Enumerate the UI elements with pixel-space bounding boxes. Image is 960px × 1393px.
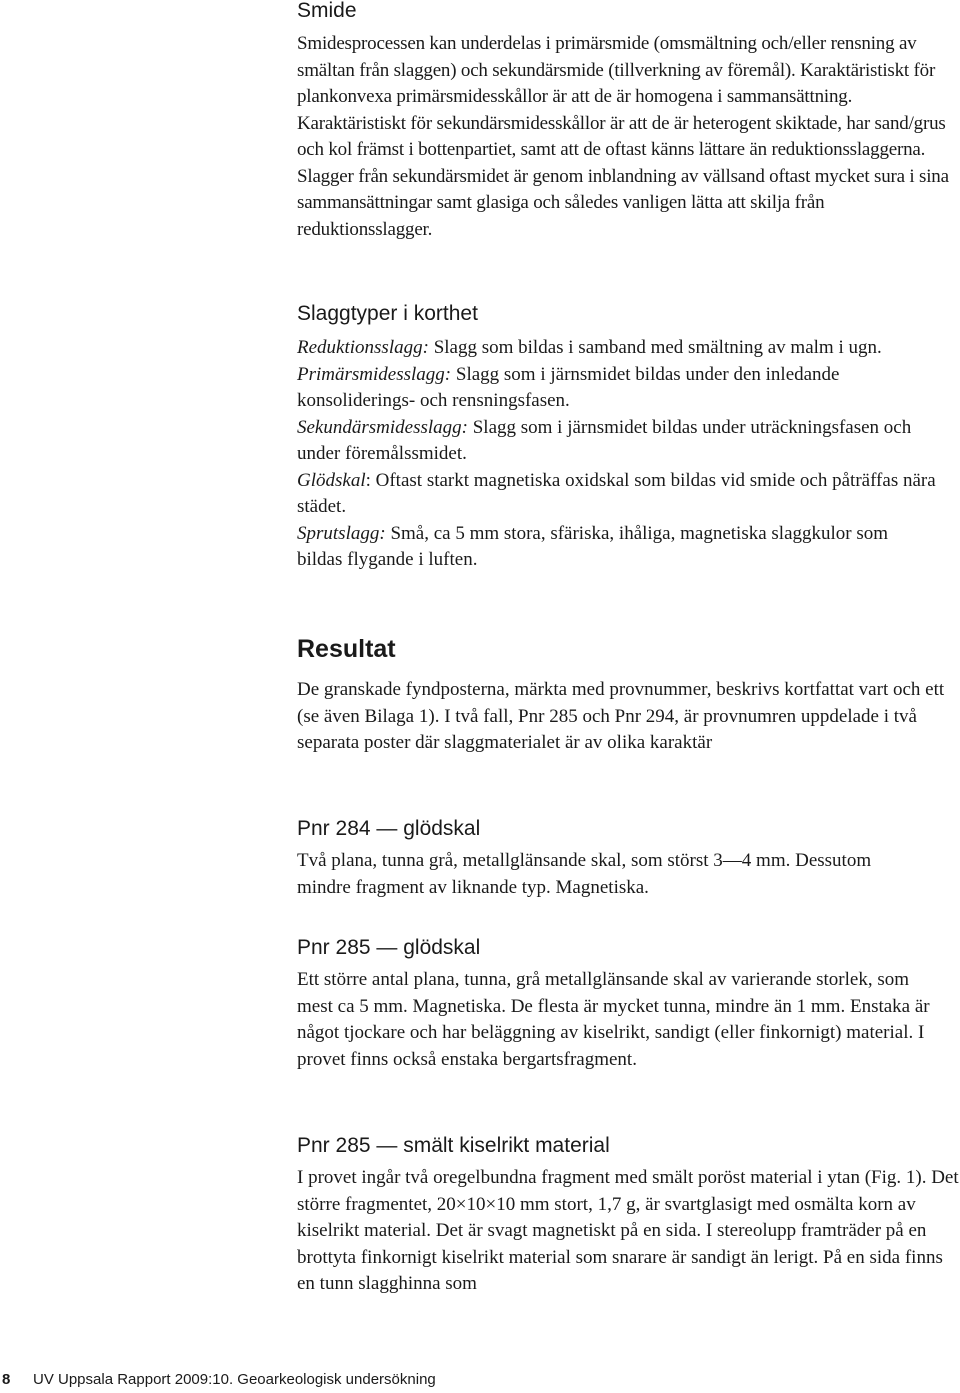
page-number: 8	[2, 1371, 11, 1388]
sample-heading-pnr284: Pnr 284 — glödskal	[297, 817, 481, 840]
section-heading-smide: Smide	[297, 0, 357, 22]
definition-term: Sekundärsmidesslagg:	[297, 416, 468, 438]
definition-item	[297, 468, 937, 521]
sample-body-pnr285-smalt: I provet ingår två oregelbundna fragment med smält poröst material i ytan (Fig. 1). Det större fragmentet, 20×10×10 mm stort, 1,7 g, är svartglasigt med osmälta korn av kiselrikt material. Det är svagt magnetiskt på en sida. I stereolupp framträder på en brottyta finkornigt kiselrikt material som snarare är sandigt än lerigt. På en sida finns en tunn slagghinna som	[297, 1167, 959, 1294]
definition-text: : Oftast starkt magnetiska oxidskal som bildas vid smide och påträffas nära städet.	[297, 469, 936, 517]
sample-heading-pnr285-glodskal: Pnr 285 — glödskal	[297, 936, 481, 959]
sample-body-pnr284: Två plana, tunna grå, metallglänsande skal, som störst 3—4 mm. Dessutom mindre fragment av liknande typ. Magnetiska.	[297, 850, 872, 898]
section-body-resultat: De granskade fyndposterna, märkta med provnummer, beskrivs kortfattat vart och ett (se även Bilaga 1). I två fall, Pnr 285 och Pnr 294, är provnumren uppdelade i två separata poster där slaggmaterialet är av olika karaktär	[297, 679, 945, 753]
definition-text: Slagg som i järnsmidet bildas under den inledande konsoliderings- och rensningsfasen.	[297, 363, 840, 411]
definition-text: Slagg som i järnsmidet bildas under uträckningsfasen och under föremålssmidet.	[297, 416, 912, 464]
sample-heading-pnr285-smalt: Pnr 285 — smält kiselrikt material	[297, 1134, 610, 1157]
definition-text: Slagg som bildas i samband med smältning av malm i ugn.	[428, 337, 882, 358]
definition-item	[297, 521, 937, 574]
definition-item	[297, 362, 937, 415]
definition-term: Sprutslagg:	[297, 522, 386, 544]
section-heading-resultat: Resultat	[297, 635, 396, 663]
definition-item	[297, 335, 937, 362]
definition-term: Primärsmidesslagg:	[297, 363, 452, 385]
definition-item	[297, 415, 937, 468]
sample-body-pnr285-glodskal: Ett större antal plana, tunna, grå metallglänsande skal av varierande storlek, som mest ca 5 mm. Magnetiska. De flesta är mycket tunna, mindre än 1 mm. Enstaka är något tjockare och har beläggning av kiselrikt, sandigt (eller finkornigt) material. I provet finns också enstaka bergartsfragment.	[297, 969, 930, 1070]
section-body-smide: Smidesprocessen kan underdelas i primärsmide (omsmältning och/eller rensning av smältan från slaggen) och sekundärsmide (tillverkning av föremål). Karaktäristiskt för plankonvexa primärsmidesskållor är att de är homogena i sammansättning. Karaktäristiskt för sekundärsmidesskållor är att de är heterogent skiktade, har sand/grus och kol främst i bottenpartiet, samt att de oftast känns lättare än reduktionsslaggerna. Slagger från sekundärsmidet är genom inblandning av vällsand oftast mycket sura i sina sammansättningar samt glasiga och således vanligen lätta att skilja från reduktionsslagger.	[297, 33, 949, 240]
report-title: UV Uppsala Rapport 2009:10. Geoarkeologisk undersökning	[33, 1371, 436, 1388]
definition-text: Små, ca 5 mm stora, sfäriska, ihåliga, magnetiska slaggkulor som bildas flygande i luften.	[297, 522, 889, 570]
section-heading-slaggtyper: Slaggtyper i korthet	[297, 302, 478, 325]
slag-type-definition-list	[297, 335, 937, 574]
definition-term: Reduktionsslagg:	[297, 337, 429, 358]
definition-term: Glödskal	[297, 469, 366, 491]
